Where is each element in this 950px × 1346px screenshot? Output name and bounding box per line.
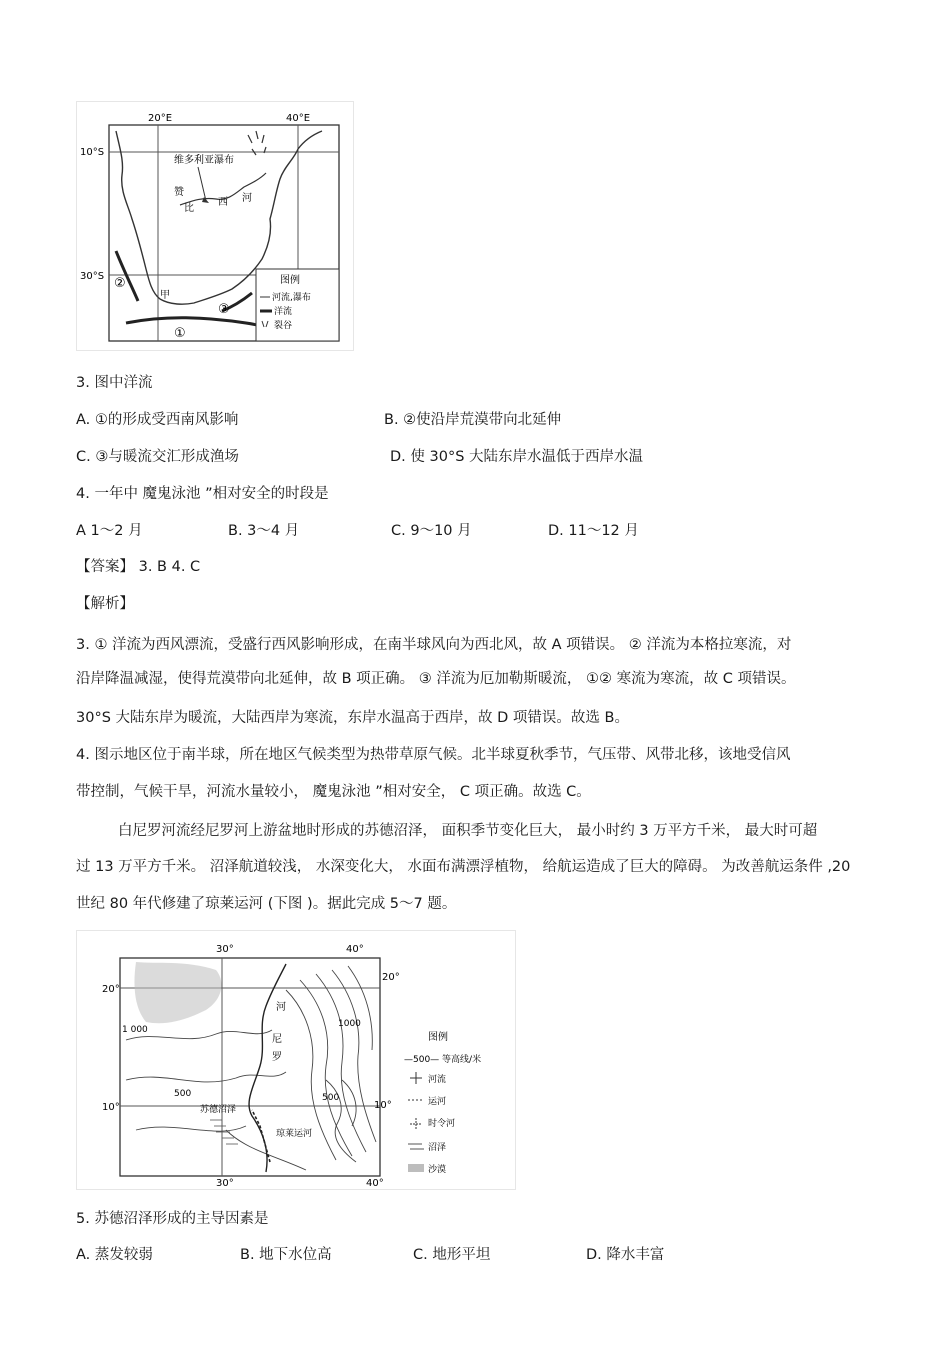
contour-label-1000-east: 1000	[338, 1019, 361, 1029]
q4-option-c[interactable]: C. 9～10 月	[391, 523, 472, 539]
marker-current-3: ③	[218, 302, 230, 317]
answer-line: 【答案】 3. B 4. C	[76, 559, 201, 575]
legend-rift: 裂谷	[274, 321, 293, 331]
contour-label-500-east: 500	[322, 1093, 340, 1103]
label-jonglei-canal: 琼莱运河	[276, 1129, 313, 1139]
legend-current: 洋流	[274, 307, 293, 317]
legend2-seasonal-river: 时令河	[428, 1119, 456, 1129]
lon2-label-40-top: 40°	[346, 944, 364, 955]
lat-label-10s: 10°S	[80, 147, 105, 158]
q5-stem: 5. 苏德沼泽形成的主导因素是	[76, 1211, 269, 1227]
passage-line1: 白尼罗河流经尼罗河上游盆地时形成的苏德沼泽， 面积季节变化巨大， 最小时约 3 万平方千米， 最大时可超	[118, 823, 818, 839]
q3-option-b[interactable]: B. ②使沿岸荒漠带向北延伸	[384, 412, 562, 428]
analysis-q4-line1: 4. 图示地区位于南半球，所在地区气候类型为热带草原气候。北半球夏秋季节，气压带、风带北移，该地受信风	[76, 747, 791, 763]
figure-sudd-canal-map	[76, 930, 516, 1190]
label-zan: 赞	[174, 187, 184, 198]
lon2-label-30-top: 30°	[216, 944, 234, 955]
analysis-q3-line1: 3. ① 洋流为西风漂流，受盛行西风影响形成，在南半球风向为西北风，故 A 项错误。 ② 洋流为本格拉寒流，对	[76, 637, 792, 653]
label-bi: 比	[184, 203, 194, 214]
legend2-canal: 运河	[428, 1097, 447, 1107]
analysis-q4-line2: 带控制，气候干旱，河流水量较小， 魔鬼泳池 ”相对安全， C 项正确。故选 C。	[76, 784, 591, 800]
q4-option-a[interactable]: A 1～2 月	[76, 523, 143, 539]
q4-option-b[interactable]: B. 3～4 月	[228, 523, 300, 539]
analysis-header: 【解析】	[76, 596, 134, 612]
label-he2: 河	[276, 1002, 286, 1013]
q5-option-c[interactable]: C. 地形平坦	[413, 1247, 491, 1263]
label-sudd-swamp: 苏德沼泽	[200, 1105, 237, 1115]
sudd-canal-map-svg	[76, 930, 516, 1190]
lon-label-40e: 40°E	[286, 113, 311, 124]
q3-stem: 3. 图中洋流	[76, 375, 153, 391]
contour-label-1000-west: 1 000	[122, 1025, 148, 1035]
legend2-desert: 沙漠	[428, 1165, 447, 1175]
lat2-label-20-left: 20°	[102, 984, 120, 995]
southern-africa-map-svg	[76, 101, 354, 351]
figure-southern-africa-map	[76, 101, 354, 351]
q3-option-c[interactable]: C. ③与暖流交汇形成渔场	[76, 449, 239, 465]
label-ni: 尼	[272, 1034, 282, 1045]
label-jia: 甲	[160, 290, 170, 301]
lat2-label-10-right: 10°	[374, 1100, 392, 1111]
label-luo: 罗	[272, 1052, 282, 1063]
label-xi: 西	[218, 197, 228, 208]
q5-option-d[interactable]: D. 降水丰富	[586, 1247, 665, 1263]
passage-line2: 过 13 万平方千米。 沼泽航道较浅， 水深变化大， 水面布满漂浮植物， 给航运造成了巨大的障碍。 为改善航运条件 ,20	[76, 859, 851, 875]
lat2-label-10-left: 10°	[102, 1102, 120, 1113]
legend-title: 图例	[280, 275, 300, 286]
q3-option-a[interactable]: A. ①的形成受西南风影响	[76, 412, 239, 428]
legend-river-falls: 河流,瀑布	[272, 293, 311, 303]
legend2-desert-symbol	[408, 1164, 424, 1172]
lon2-label-40-bottom: 40°	[366, 1178, 384, 1189]
marker-current-2: ②	[114, 276, 126, 291]
marker-current-1: ①	[174, 326, 186, 341]
legend2-contour: —500— 等高线/米	[404, 1055, 482, 1065]
q4-stem: 4. 一年中 魔鬼泳池 ”相对安全的时段是	[76, 486, 329, 502]
legend2-river: 河流	[428, 1075, 447, 1085]
label-he: 河	[242, 193, 252, 204]
q4-option-d[interactable]: D. 11～12 月	[548, 523, 639, 539]
analysis-q3-line3: 30°S 大陆东岸为暖流，大陆西岸为寒流，东岸水温高于西岸，故 D 项错误。故选 B。	[76, 710, 629, 726]
passage-line3: 世纪 80 年代修建了琼莱运河 (下图 )。据此完成 5～7 题。	[76, 896, 457, 912]
legend2-title: 图例	[428, 1032, 448, 1043]
lon-label-20e: 20°E	[148, 113, 173, 124]
analysis-q3-line2: 沿岸降温减湿，使得荒漠带向北延伸，故 B 项正确。 ③ 洋流为厄加勒斯暖流， ①② 寒流为寒流，故 C 项错误。	[76, 671, 796, 687]
q3-option-d[interactable]: D. 使 30°S 大陆东岸水温低于西岸水温	[390, 449, 644, 465]
label-victoria-falls: 维多利亚瀑布	[174, 155, 234, 166]
contour-label-500-west: 500	[174, 1089, 192, 1099]
q5-option-b[interactable]: B. 地下水位高	[240, 1247, 332, 1263]
lat-label-30s: 30°S	[80, 271, 105, 282]
lon2-label-30-bottom: 30°	[216, 1178, 234, 1189]
lat2-label-20-right: 20°	[382, 972, 400, 983]
q5-option-a[interactable]: A. 蒸发较弱	[76, 1247, 153, 1263]
legend2-swamp: 沼泽	[428, 1143, 447, 1153]
